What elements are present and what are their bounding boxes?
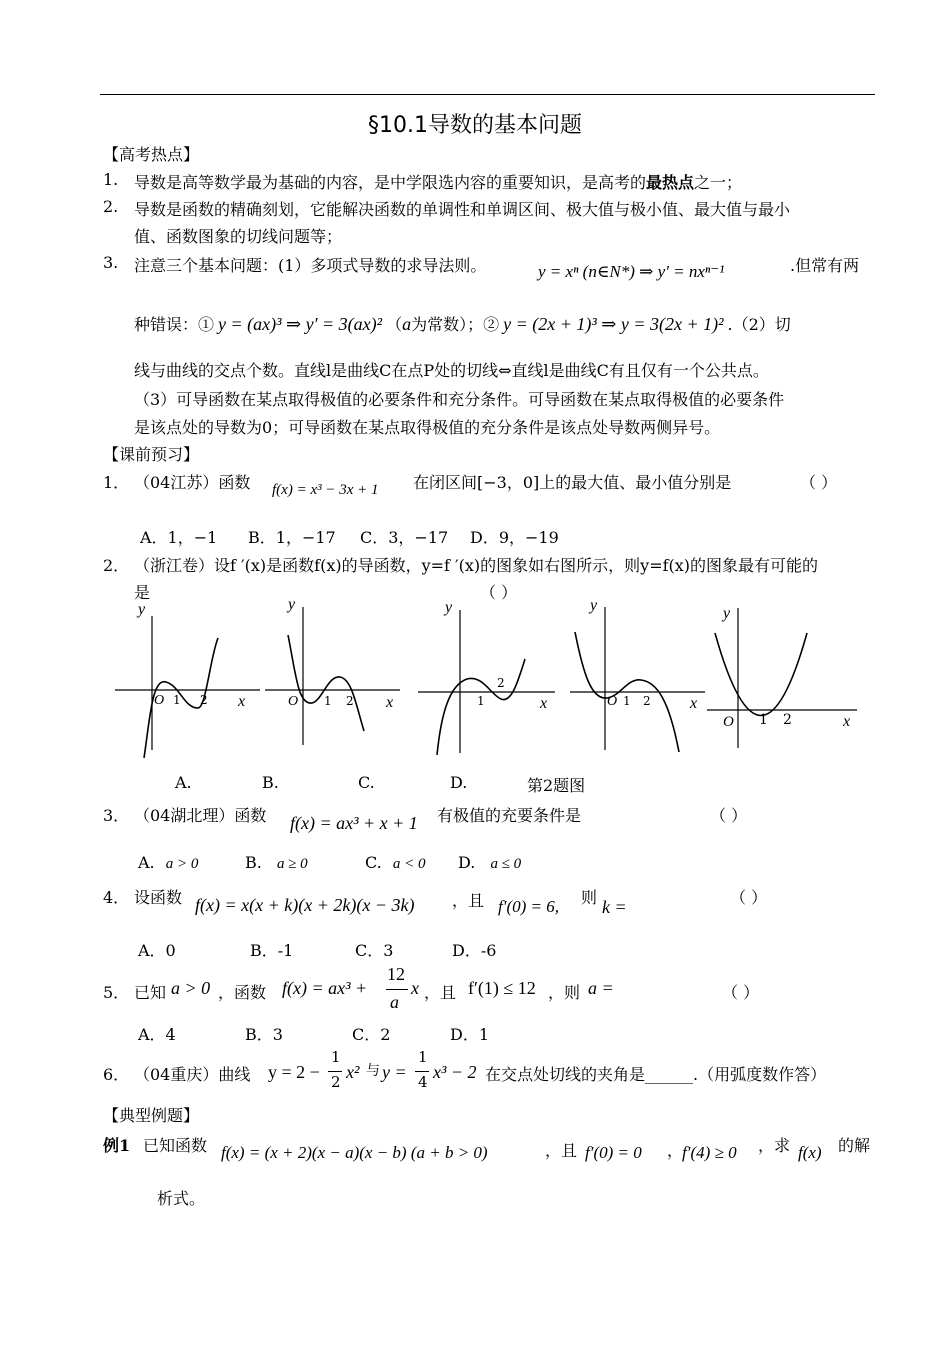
y-label: y [445,599,453,616]
tick-label-1: 1 [173,693,181,707]
tick-label-2: 2 [783,712,792,728]
example-text-b: ，且 [545,1141,578,1160]
q4-option-b: B．-1 [250,941,294,960]
origin-label: O [154,693,165,708]
answer-paren: （ ） [722,983,760,1002]
q4-text-a: 设函数 [134,888,183,907]
x-label: x [690,695,698,712]
example-condition-1: f′(0) = 0 [585,1143,642,1162]
section-header-hotspots: 【高考热点】 [103,145,200,164]
q5-function: f(x) = ax³ + [282,978,368,998]
q5-text-d: ，则 [548,983,581,1002]
q6-frac2-num: 1 [418,1048,428,1066]
page-title: §10.1导数的基本问题 [368,113,582,138]
q5-fraction-denominator: a [390,992,399,1012]
q1-text-b: 在闭区间[−3，0]上的最大值、最小值分别是 [413,473,732,492]
origin-label: O [723,714,734,730]
q6-curve-1-a: y = 2 − [268,1062,320,1082]
q6-text-b: 在交点处切线的夹角是______.（用弧度数作答） [485,1065,827,1084]
answer-paren: （ ） [480,583,518,602]
y-label: y [138,601,146,618]
q5-option-b: B．3 [245,1025,283,1044]
example-text-c: ， [667,1141,684,1160]
hotspot-item-3-line-5: 是该点处的导数为0；可导函数在某点取得极值的充分条件是该点处导数两侧异号。 [134,418,721,437]
graph-c-label: C. [358,773,375,792]
example-text-a: 已知函数 [143,1136,208,1155]
q1-option-b: B．1，−17 [248,528,336,547]
q3-function: f(x) = ax³ + x + 1 [290,813,418,833]
q6-curve-2-a: y = [382,1062,407,1082]
question-number: 6． [103,1065,130,1084]
section-header-examples: 【典型例题】 [103,1106,200,1125]
q4-option-a: A．0 [138,941,176,960]
example-text-e: 的解 [838,1136,871,1155]
item-number: 3. [103,253,119,272]
origin-label: O [607,694,618,709]
curve [715,633,807,716]
q5-option-d: D．1 [450,1025,490,1044]
q6-curve-1-b: x² [346,1062,360,1082]
x-label: x [238,693,246,710]
x-label: x [540,695,548,712]
hotspot-item-3-line-3: 线与曲线的交点个数。直线l是曲线C在点P处的切线⇔直线l是曲线C有且仅有一个公共点。 [134,361,769,380]
q3-option-d: D. a ≤ 0 [458,853,522,872]
item-number: 2. [103,197,119,216]
q2-line-1: （浙江卷）设f ′(x)是函数f(x)的导函数，y=f ′(x)的图象如右图所示，则y=f(x)的图象最有可能的 [134,556,819,575]
hotspot-item-2-line-2: 值、函数图象的切线问题等； [134,227,343,246]
q1-option-d: D．9，−19 [470,528,559,547]
q3-text-b: 有极值的充要条件是 [437,806,582,825]
power-rule-formula: y = xⁿ (n∈N*) ⇒ y′ = nxⁿ⁻¹ [538,262,725,281]
q5-option-c: C．2 [352,1025,391,1044]
q1-option-c: C．3，−17 [360,528,449,547]
graph-c [415,595,565,755]
graph-b-label: B. [262,773,279,792]
graph-b [260,595,410,755]
hotspot-item-3-line-2: 种错误：① y = (ax)³ ⇒ y′ = 3(ax)² （a为常数）；② y = (2x + 1)³ ⇒ y = 3(2x + 1)² .（2）切 [134,314,791,334]
origin-label: O [288,694,299,709]
hotspot-item-1: 导数是高等数学最为基础的内容，是中学限选内容的重要知识，是高考的最热点之一； [134,173,743,192]
q5-condition-b: f′(1) ≤ 12 [468,978,536,998]
q4-option-d: D．-6 [452,941,497,960]
q5-text-b: ，函数 [218,983,267,1002]
q4-condition: f′(0) = 6, [498,897,559,916]
top-rule [100,94,875,95]
q6-frac1-den: 2 [331,1073,341,1091]
fraction-bar [328,1071,342,1072]
y-label: y [288,596,296,613]
question-number: 3． [103,806,130,825]
question-number: 4． [103,888,130,907]
q3-option-a: A. a > 0 [138,853,199,872]
q4-k: k = [602,897,627,917]
q4-text-c: 则 [581,888,598,907]
question-number: 5． [103,983,130,1002]
tick-label-2: 2 [200,693,208,707]
graph-d-label: D. [450,773,468,792]
hotspot-item-3-line-4: （3）可导函数在某点取得极值的必要条件和充分条件。可导函数在某点取得极值的必要条件 [134,390,785,409]
x-label: x [386,694,394,711]
q5-x: x [411,978,419,998]
q3-option-c: C. a < 0 [365,853,426,872]
q6-text-a: （04重庆）曲线 [134,1065,251,1084]
curve [288,635,364,731]
q5-option-a: A．4 [138,1025,176,1044]
answer-paren: （ ） [730,888,768,907]
tick-label-2: 2 [497,676,505,690]
tick-label-2: 2 [643,694,651,708]
q3-option-b: B. a ≥ 0 [245,853,308,872]
q6-frac1-num: 1 [331,1048,341,1066]
y-label: y [723,605,731,622]
q5-fraction-numerator: 12 [387,964,405,984]
tick-label-1: 1 [759,712,768,728]
derivative-graph [705,598,865,758]
example-function: f(x) = (x + 2)(x − a)(x − b) (a + b > 0) [221,1143,488,1162]
q4-function: f(x) = x(x + k)(x + 2k)(x − 3k) [195,895,415,915]
fraction-bar [415,1071,429,1072]
graph-a-label: A. [175,773,192,792]
tick-label-1: 1 [477,694,485,708]
item-number: 1. [103,170,119,189]
q1-function: f(x) = x³ − 3x + 1 [272,482,379,498]
answer-paren: （ ） [800,473,838,492]
q6-frac2-den: 4 [418,1073,428,1091]
q4-option-c: C．3 [355,941,394,960]
q5-text-c: ，且 [424,983,457,1002]
fraction-bar [386,989,408,990]
tick-label-1: 1 [623,694,631,708]
q6-and: 与 [366,1063,380,1079]
example-condition-2: f′(4) ≥ 0 [682,1143,737,1162]
q5-a-equals: a = [588,978,614,998]
q2-line-2: 是 [134,583,151,602]
example-text-d: ，求 [758,1136,791,1155]
x-label: x [843,713,851,730]
q3-text-a: （04湖北理）函数 [134,806,267,825]
question-number: 1． [103,473,130,492]
q1-text-a: （04江苏）函数 [134,473,251,492]
hotspot-item-3-line-1-tail: .但常有两 [790,256,860,275]
example-line-2: 析式。 [157,1189,206,1208]
example-label: 例1 [103,1136,131,1155]
example-fx: f(x) [798,1143,822,1162]
question-number: 2． [103,556,130,575]
q1-option-a: A．1，−1 [140,528,218,547]
hotspot-item-2-line-1: 导数是函数的精确刻划，它能解决函数的单调性和单调区间、极大值与极小值、最大值与最小 [134,200,791,219]
graph-a [110,598,260,758]
q5-text-a: 已知 [134,983,167,1002]
answer-paren: （ ） [710,806,748,825]
q5-condition-a: a > 0 [171,978,211,998]
tick-label-2: 2 [346,694,354,708]
graph-d [565,592,715,752]
hotspot-item-3-line-1: 注意三个基本问题：(1）多项式导数的求导法则。 [134,256,487,275]
q6-curve-2-b: x³ − 2 [433,1062,477,1082]
section-header-preview: 【课前预习】 [103,445,200,464]
tick-label-1: 1 [324,694,332,708]
y-label: y [590,597,598,614]
q4-text-b: ，且 [452,891,485,910]
figure-caption: 第2题图 [527,776,586,795]
